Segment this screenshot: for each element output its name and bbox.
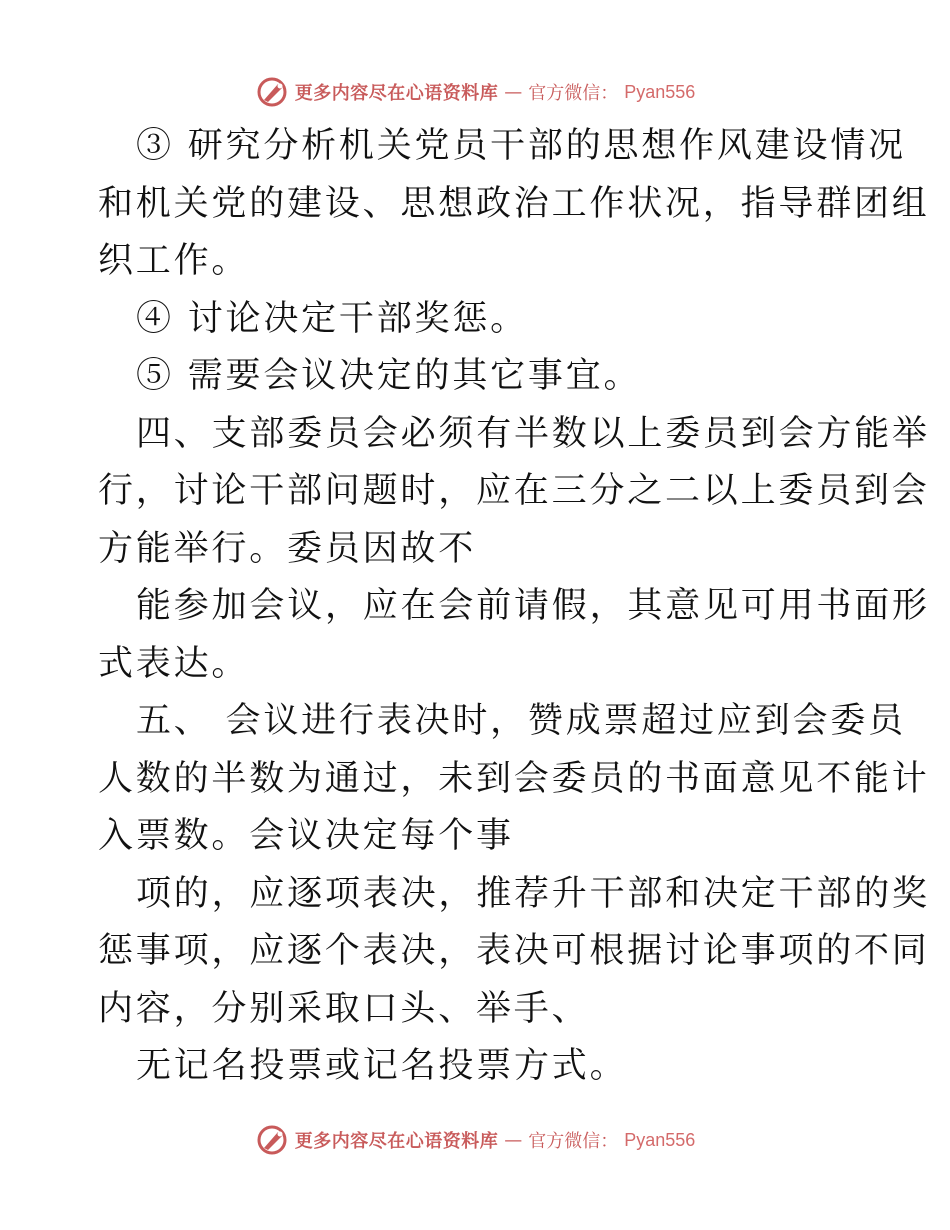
- text-line: 项的，应逐项表决，推荐升干部和决定干部的奖: [136, 873, 930, 914]
- text-line: ⑤ 需要会议决定的其它事宜。: [136, 356, 642, 396]
- text-line: 无记名投票或记名投票方式。: [136, 1046, 628, 1086]
- document-body: [98, 118, 930, 1096]
- text-line: 行，讨论干部问题时，应在三分之二以上委员到会: [98, 471, 930, 511]
- watermark-brand: 更多内容尽在心语资料库: [294, 1131, 499, 1152]
- text-line: 五、 会议进行表决时，赞成票超过应到会委员: [136, 701, 906, 741]
- text-line: 织工作。: [98, 241, 250, 281]
- watermark-wechat-id: Pyan556: [624, 1129, 696, 1150]
- text-line: 式表达。: [98, 643, 250, 684]
- text-line: ③ 研究分析机关党员干部的思想作风建设情况: [136, 126, 906, 166]
- text-line: 入票数。会议决定每个事: [98, 816, 514, 856]
- watermark-label: 官方微信：: [528, 1131, 619, 1152]
- watermark-separator: —: [504, 1129, 523, 1151]
- watermark-label: 官方微信：: [528, 83, 619, 104]
- pen-logo-icon: [255, 1123, 289, 1157]
- watermark-brand: 更多内容尽在心语资料库: [294, 83, 499, 104]
- text-line: 方能举行。委员因故不: [98, 528, 477, 569]
- text-line: 内容，分别采取口头、举手、: [98, 988, 590, 1029]
- text-line: 四、支部委员会必须有半数以上委员到会方能举: [136, 413, 930, 454]
- text-line: ④ 讨论决定干部奖惩。: [136, 298, 528, 339]
- text-line: 和机关党的建设、思想政治工作状况，指导群团组: [98, 183, 930, 224]
- header-watermark: [0, 72, 950, 112]
- text-line: 人数的半数为通过，未到会委员的书面意见不能计: [98, 758, 930, 799]
- watermark-wechat-id: Pyan556: [624, 81, 696, 102]
- text-line: 能参加会议，应在会前请假，其意见可用书面形: [136, 586, 930, 626]
- pen-logo-icon: [255, 75, 289, 109]
- watermark-separator: —: [504, 81, 523, 103]
- text-line: 惩事项，应逐个表决，表决可根据讨论事项的不同: [98, 931, 930, 971]
- footer-watermark: [0, 1120, 950, 1160]
